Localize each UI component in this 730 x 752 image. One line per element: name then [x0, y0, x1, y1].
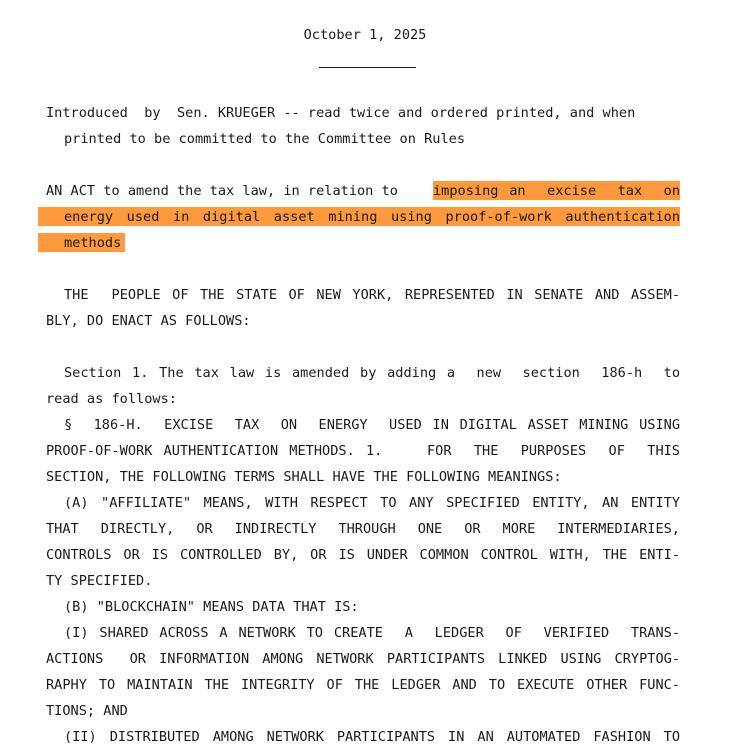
- introduction-line-2: printed to be committed to the Committee on Rules: [64, 131, 466, 147]
- body-line: Section 1. The tax law is amended by adding a new section 186-h to: [64, 365, 680, 381]
- body-line: RAPHY TO MAINTAIN THE INTEGRITY OF THE LEDGER AND TO EXECUTE OTHER FUNC-: [46, 677, 680, 693]
- body-line: THAT DIRECTLY, OR INDIRECTLY THROUGH ONE OR MORE INTERMEDIARIES,: [46, 521, 680, 537]
- body-line: (II) DISTRIBUTED AMONG NETWORK PARTICIPANTS IN AN AUTOMATED FASHION TO: [64, 729, 680, 745]
- document-date: October 1, 2025: [303, 27, 427, 43]
- body-line: CONTROLS OR IS CONTROLLED BY, OR IS UNDER COMMON CONTROL WITH, THE ENTI-: [46, 547, 680, 563]
- body-line: (B) "BLOCKCHAIN" MEANS DATA THAT IS:: [64, 599, 359, 615]
- body-line: TIONS; AND: [46, 703, 128, 719]
- body-line: (I) SHARED ACROSS A NETWORK TO CREATE A LEDGER OF VERIFIED TRANS-: [64, 625, 680, 641]
- enacting-clause-line-2: BLY, DO ENACT AS FOLLOWS:: [46, 313, 251, 329]
- body-line: § 186-H. EXCISE TAX ON ENERGY USED IN DIGITAL ASSET MINING USING: [64, 417, 680, 433]
- act-title-prefix: AN ACT to amend the tax law, in relation to: [46, 183, 407, 199]
- act-title-highlight-3: methods: [64, 235, 122, 251]
- body-line: (A) "AFFILIATE" MEANS, WITH RESPECT TO ANY SPECIFIED ENTITY, AN ENTITY: [64, 495, 680, 511]
- act-title-line-1: [46, 181, 680, 201]
- act-title-highlight-2: energy used in digital asset mining using proof-of-work authentication: [64, 209, 680, 225]
- date-divider: [319, 67, 416, 68]
- act-title-highlight-1: imposing an excise tax on: [433, 183, 680, 199]
- enacting-clause-line-1: THE PEOPLE OF THE STATE OF NEW YORK, REPRESENTED IN SENATE AND ASSEM-: [64, 287, 680, 303]
- body-line: PROOF-OF-WORK AUTHENTICATION METHODS. 1. FOR THE PURPOSES OF THIS: [46, 443, 680, 459]
- body-line: ACTIONS OR INFORMATION AMONG NETWORK PARTICIPANTS LINKED USING CRYPTOG-: [46, 651, 680, 667]
- body-line: read as follows:: [46, 391, 177, 407]
- introduction-line-1: Introduced by Sen. KRUEGER -- read twice and ordered printed, and when: [46, 105, 636, 121]
- body-line: SECTION, THE FOLLOWING TERMS SHALL HAVE THE FOLLOWING MEANINGS:: [46, 469, 562, 485]
- body-line: TY SPECIFIED.: [46, 573, 153, 589]
